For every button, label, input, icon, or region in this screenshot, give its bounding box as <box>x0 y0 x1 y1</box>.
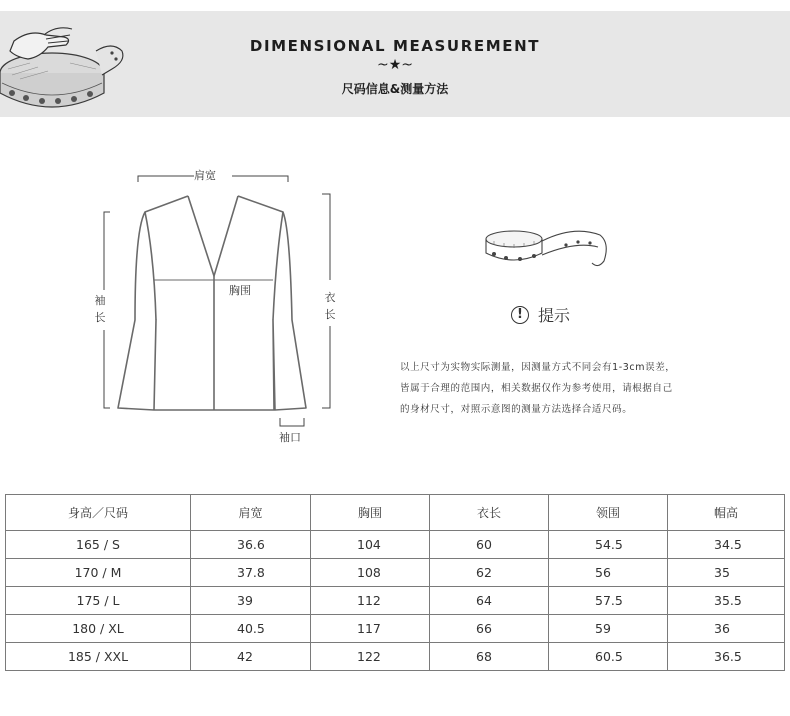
value-cell: 60.5 <box>549 643 668 671</box>
cuff-label: 袖口 <box>279 431 301 444</box>
value-cell: 56 <box>549 559 668 587</box>
value-cell: 36.5 <box>668 643 785 671</box>
value-cell: 35 <box>668 559 785 587</box>
body-length-label-top: 衣 <box>324 291 336 304</box>
table-row <box>6 643 785 671</box>
value-cell: 54.5 <box>549 531 668 559</box>
jacket-measurement-diagram <box>90 160 350 464</box>
header-cell: 帽高 <box>668 495 785 531</box>
value-cell: 36 <box>668 615 785 643</box>
table-row <box>6 587 785 615</box>
header-banner <box>0 11 790 117</box>
tip-heading <box>511 303 570 326</box>
value-cell: 117 <box>311 615 430 643</box>
size-cell: 175 / L <box>6 587 191 615</box>
size-table <box>5 494 785 671</box>
page-subtitle: 尺码信息&测量方法 <box>341 82 449 96</box>
value-cell: 57.5 <box>549 587 668 615</box>
table-row <box>6 559 785 587</box>
chest-label: 胸围 <box>229 284 251 297</box>
value-cell: 42 <box>191 643 311 671</box>
tip-note-line: 以上尺寸为实物实际测量，因测量方式不同会有1-3cm误差， <box>400 362 676 373</box>
value-cell: 108 <box>311 559 430 587</box>
value-cell: 66 <box>430 615 549 643</box>
value-cell: 104 <box>311 531 430 559</box>
value-cell: 62 <box>430 559 549 587</box>
tip-label: 提示 <box>538 306 571 325</box>
sleeve-length-label-bottom: 长 <box>94 311 106 324</box>
table-header-row <box>6 495 785 531</box>
value-cell: 122 <box>311 643 430 671</box>
value-cell: 35.5 <box>668 587 785 615</box>
header-cell: 领围 <box>549 495 668 531</box>
size-cell: 165 / S <box>6 531 191 559</box>
page-title: DIMENSIONAL MEASUREMENT <box>249 37 541 55</box>
header-cell: 胸围 <box>311 495 430 531</box>
table-row <box>6 531 785 559</box>
sleeve-length-label-top: 袖 <box>94 294 106 307</box>
shoulder-width-label: 肩宽 <box>194 169 216 182</box>
size-cell: 180 / XL <box>6 615 191 643</box>
size-cell: 170 / M <box>6 559 191 587</box>
title-decoration: ~★~ <box>376 57 413 73</box>
value-cell: 37.8 <box>191 559 311 587</box>
tip-note-line: 皆属于合理的范围内，相关数据仅作为参考使用，请根据自己 <box>400 383 673 394</box>
header-cell: 身高／尺码 <box>6 495 191 531</box>
tip-note-line: 的身材尺寸，对照示意图的测量方法选择合适尺码。 <box>400 404 633 415</box>
value-cell: 60 <box>430 531 549 559</box>
value-cell: 34.5 <box>668 531 785 559</box>
jacket-outline <box>90 160 350 460</box>
value-cell: 64 <box>430 587 549 615</box>
exclamation-icon: ! <box>511 306 529 324</box>
value-cell: 39 <box>191 587 311 615</box>
header-cell: 衣长 <box>430 495 549 531</box>
value-cell: 40.5 <box>191 615 311 643</box>
value-cell: 36.6 <box>191 531 311 559</box>
value-cell: 112 <box>311 587 430 615</box>
table-row <box>6 615 785 643</box>
header-cell: 肩宽 <box>191 495 311 531</box>
value-cell: 59 <box>549 615 668 643</box>
size-cell: 185 / XXL <box>6 643 191 671</box>
value-cell: 68 <box>430 643 549 671</box>
body-length-label-bottom: 长 <box>324 308 336 321</box>
measuring-tape-icon <box>484 219 614 275</box>
tip-notes <box>400 357 730 420</box>
